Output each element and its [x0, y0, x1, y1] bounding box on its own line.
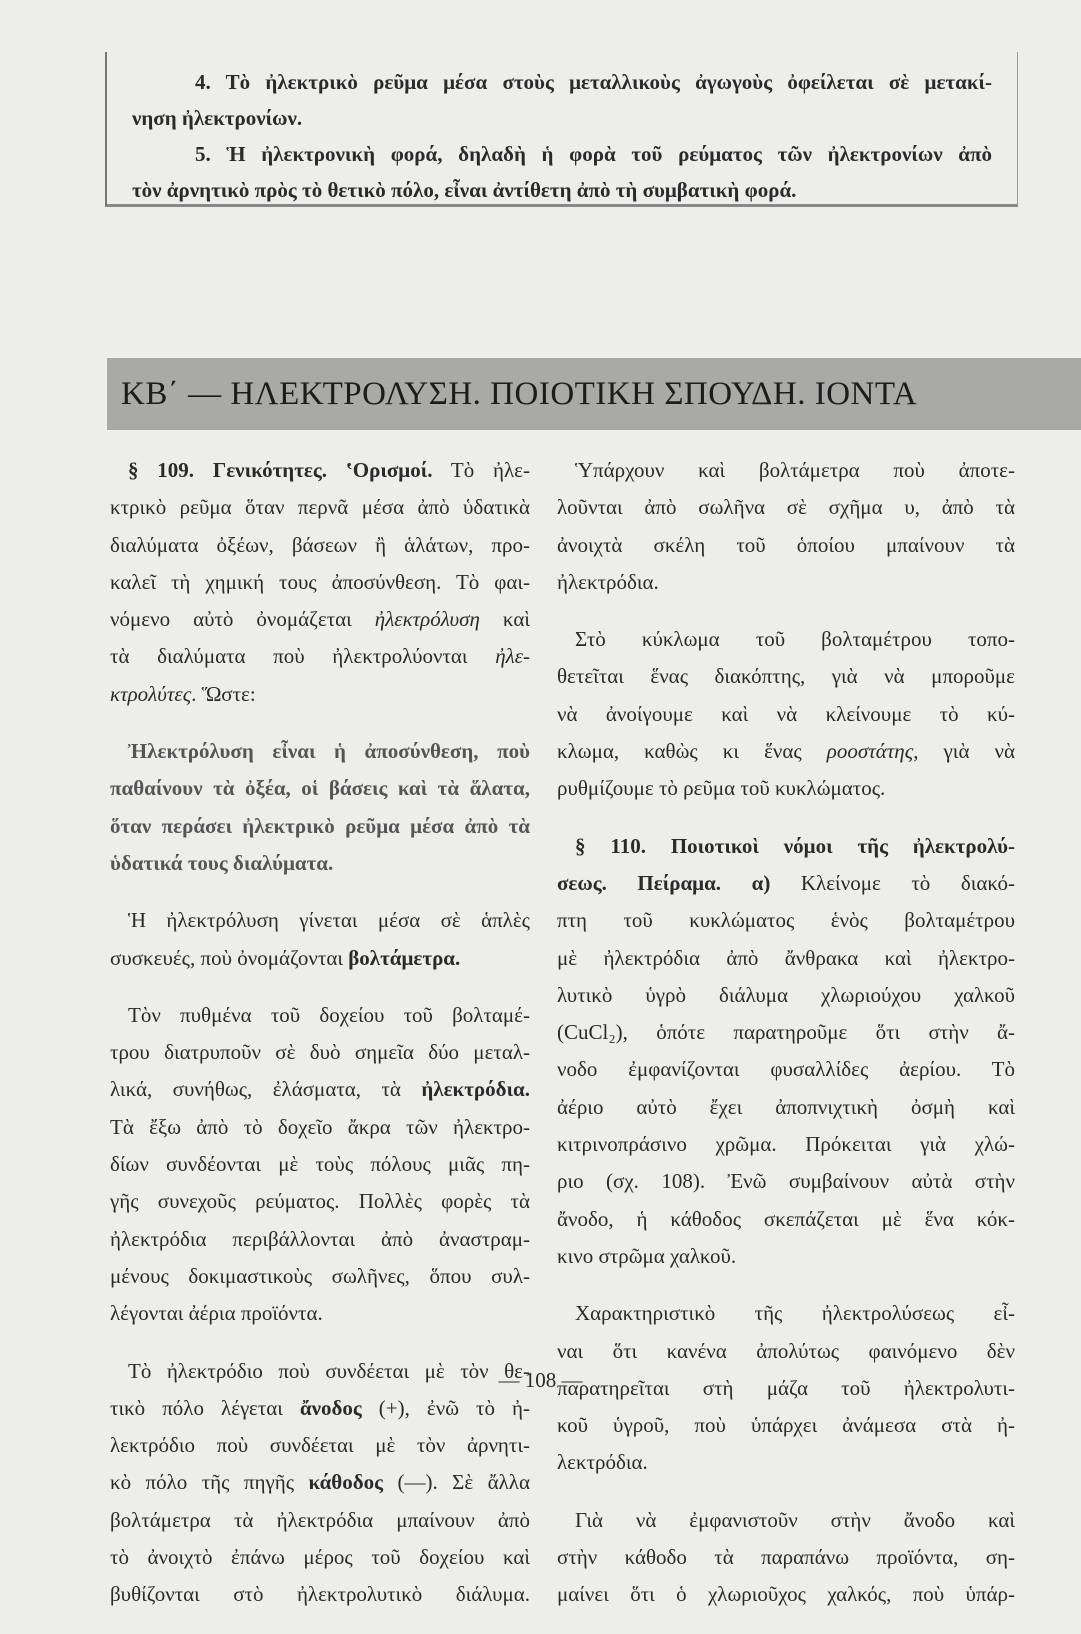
bold-text: κάθοδος	[308, 1470, 384, 1495]
text-line	[110, 1464, 530, 1501]
bold-text: ἄνοδος	[299, 1395, 362, 1420]
paragraph	[110, 997, 530, 1333]
text-segment: τρου διατρυποῦν σὲ δυὸ σημεῖα δύο μεταλ-	[110, 1040, 530, 1065]
text-segment: τικὸ πόλο λέγεται	[110, 1395, 300, 1420]
paragraph	[557, 1502, 1015, 1614]
paragraph	[110, 902, 530, 977]
text-line	[557, 1539, 1015, 1576]
italic-text: κτρολύτες	[110, 681, 192, 706]
text-line	[110, 452, 530, 489]
text-segment: Τὸ ἠλεκτρόδιο ποὺ συνδέεται μὲ τὸν θε-	[128, 1358, 530, 1383]
text-segment: κτρικὸ ρεῦμα ὅταν περνᾶ μέσα ἀπὸ ὑδατικὰ	[110, 495, 530, 520]
paragraph	[110, 452, 530, 713]
text-line	[110, 1539, 530, 1576]
text-line	[110, 845, 530, 882]
text-segment: ἠλεκτρόδια.	[557, 569, 659, 594]
text-segment: κὸ πόλο τῆς πηγῆς	[110, 1470, 309, 1495]
text-segment: Ἡ ἠλεκτρόλυση γίνεται μέσα σὲ ἁπλὲς	[128, 908, 530, 933]
text-line	[557, 865, 1015, 902]
bold-text: βολτάμετρα.	[348, 945, 461, 970]
text-segment: λεκτρόδια.	[557, 1450, 648, 1475]
text-line	[557, 1201, 1015, 1238]
text-segment: κινο στρῶμα χαλκοῦ.	[557, 1243, 737, 1268]
bold-text: § 109. Γενικότητες. ʽΟρισμοί.	[128, 458, 433, 482]
text-line	[110, 1183, 530, 1220]
text-segment: συσκευές, ποὺ ὀνομάζονται	[110, 945, 349, 970]
text-segment: ὅταν περάσει ἠλεκτρικὸ ρεῦμα μέσα ἀπὸ τὰ	[110, 813, 530, 838]
text-segment: Κλείνομε τὸ διακό-	[770, 870, 1015, 895]
bold-text: σεως. Πείραμα. α)	[557, 870, 771, 895]
text-segment: ἄνοδο, ἡ κάθοδος σκεπάζεται μὲ ἕνα κόκ-	[557, 1206, 1015, 1231]
text-segment: διαλύματα ὀξέων, βάσεων ἢ ἁλάτων, προ-	[110, 532, 530, 557]
text-segment: τὸ ἀνοιχτὸ ἐπάνω μέρος τοῦ δοχείου καὶ	[110, 1545, 530, 1570]
text-segment: Χαρακτηριστικὸ τῆς ἠλεκτρολύσεως εἶ-	[575, 1301, 1015, 1326]
text-line	[557, 696, 1015, 733]
text-segment: 5. Ἡ ἠλεκτρονικὴ φορά, δηλαδὴ ἡ φορὰ τοῦ ρεύματος τῶν ἠλεκτρονίων ἀπὸ	[195, 142, 992, 166]
text-line	[110, 1071, 530, 1108]
paragraph	[557, 621, 1015, 807]
text-segment: ὑδατικά τους διαλύματα.	[110, 850, 334, 875]
text-segment: μαίνει ὅτι ὁ χλωριοῦχος χαλκός, ποὺ ὑπάρ-	[557, 1582, 1015, 1607]
bold-text: § 110. Ποιοτικοὶ νόμοι τῆς ἠλεκτρολύ-	[575, 833, 1015, 858]
text-line	[557, 828, 1015, 865]
text-segment: ἠλεκτρόδια περιβάλλονται ἀπὸ ἀναστραμ-	[110, 1226, 530, 1251]
text-segment: Ὑπάρχουν καὶ βολτάμετρα ποὺ ἀποτε-	[575, 458, 1015, 482]
text-line	[110, 489, 530, 526]
text-segment: κοῦ ὑγροῦ, ποὺ ὑπάρχει ἀνάμεσα στὰ ἠ-	[557, 1413, 1015, 1438]
text-segment: Τὰ ἔξω ἀπὸ τὸ δοχεῖο ἄκρα τῶν ἠλεκτρο-	[110, 1114, 530, 1139]
text-line	[110, 1109, 530, 1146]
text-segment: ρυθμίζουμε τὸ ρεῦμα τοῦ κυκλώματος.	[557, 776, 886, 801]
text-line	[557, 1576, 1015, 1613]
text-line	[110, 1390, 530, 1427]
text-line	[557, 977, 1015, 1014]
text-segment: δίων συνδέονται μὲ τοὺς πόλους μιᾶς πη-	[110, 1152, 530, 1177]
text-segment: , γιὰ νὰ	[913, 739, 1016, 764]
text-line	[557, 770, 1015, 807]
text-segment: Τὸ ἠλε-	[432, 458, 530, 482]
text-line	[557, 940, 1015, 977]
text-line	[110, 1034, 530, 1071]
text-segment: νὰ ἀνοίγουμε καὶ νὰ κλείνουμε τὸ κύ-	[557, 701, 1015, 726]
text-segment: τὸν ἀρνητικὸ πρὸς τὸ θετικὸ πόλο, εἶναι ἀντίθετη ἀπὸ τὴ συμβατικὴ φορά.	[132, 178, 797, 202]
text-line	[110, 733, 530, 770]
text-segment: καὶ	[479, 607, 530, 632]
italic-text: ροοστάτης	[826, 739, 914, 764]
text-segment: βολτάμετρα τὰ ἠλεκτρόδια μπαίνουν ἀπὸ	[110, 1507, 530, 1532]
text-line	[110, 770, 530, 807]
right-column	[557, 452, 1015, 1634]
text-line	[557, 658, 1015, 695]
text-line	[132, 100, 992, 136]
text-line	[110, 1295, 530, 1332]
text-line	[557, 1502, 1015, 1539]
text-segment: Στὸ κύκλωμα τοῦ βολταμέτρου τοπο-	[575, 627, 1015, 652]
text-segment: παθαίνουν τὰ ὀξέα, οἱ βάσεις καὶ τὰ ἅλατα,	[110, 776, 530, 801]
text-segment: λυτικὸ ὑγρὸ διάλυμα χλωριούχου χαλκοῦ	[557, 982, 1015, 1007]
text-line	[557, 733, 1015, 770]
chapter-banner	[107, 358, 1081, 430]
text-segment: νηση ἠλεκτρονίων.	[132, 106, 303, 130]
text-segment: ριο (σχ. 108). Ἐνῶ συμβαίνουν αὐτὰ στὴν	[557, 1169, 1015, 1194]
text-segment: κλωμα, καθὼς κι ἕνας	[557, 739, 827, 764]
text-line	[557, 621, 1015, 658]
text-line	[557, 1238, 1015, 1275]
summary-box	[105, 52, 1018, 207]
paragraph	[557, 828, 1015, 1276]
text-segment: λέγονται ἀέρια προϊόντα.	[110, 1301, 323, 1326]
text-segment: καλεῖ τὴ χημική τους ἀποσύνθεση. Τὸ φαι-	[110, 569, 530, 594]
text-line	[557, 564, 1015, 601]
text-segment: (+), ἐνῶ τὸ ἠ-	[361, 1395, 530, 1420]
italic-text: ἠλε-	[495, 644, 530, 669]
text-line	[110, 1221, 530, 1258]
text-segment: λοῦνται ἀπὸ σωλῆνα σὲ σχῆμα υ, ἀπὸ τὰ	[557, 495, 1015, 520]
text-line	[557, 452, 1015, 489]
text-segment: κιτρινοπράσινο χρῶμα. Πρόκειται γιὰ χλώ-	[557, 1132, 1015, 1157]
text-segment: παρατηρεῖται στὴ μάζα τοῦ ἠλεκτρολυτι-	[557, 1375, 1015, 1400]
text-line	[557, 1126, 1015, 1163]
text-line	[110, 601, 530, 638]
text-segment: . Ὥστε:	[191, 681, 256, 706]
text-segment: νόμενο αὐτὸ ὀνομάζεται	[110, 607, 375, 632]
text-line	[557, 1333, 1015, 1370]
text-line	[557, 489, 1015, 526]
chapter-title: ΚΒ΄ — ΗΛΕΚΤΡΟΛΥΣΗ. ΠΟΙΟΤΙΚΗ ΣΠΟΥΔΗ. ΙΟΝΤΑ	[121, 376, 918, 412]
text-line	[132, 172, 992, 208]
text-segment: (CuCl₂), ὁπότε παρατηροῦμε ὅτι στὴν ἄ-	[557, 1020, 1015, 1045]
text-segment: Τὸν πυθμένα τοῦ δοχείου τοῦ βολταμέ-	[128, 1002, 530, 1027]
text-line	[110, 997, 530, 1034]
text-segment: γῆς συνεχοῦς ρεύματος. Πολλὲς φορὲς τὰ	[110, 1189, 530, 1214]
text-line	[557, 1407, 1015, 1444]
text-segment: ἀέριο αὐτὸ ἔχει ἀποπνιχτικὴ ὀσμὴ καὶ	[557, 1094, 1015, 1119]
text-line	[110, 1258, 530, 1295]
text-segment: τὰ διαλύματα ποὺ ἠλεκτρολύονται	[110, 644, 496, 669]
text-segment: νοδο ἐμφανίζονται φυσαλλίδες ἀερίου. Τὸ	[557, 1057, 1015, 1082]
text-segment: ναι ὅτι κανένα ἀπολύτως φαινόμενο δὲν	[557, 1338, 1015, 1363]
italic-text: ἠλεκτρόλυση	[374, 607, 480, 632]
text-line	[110, 1502, 530, 1539]
text-line	[110, 902, 530, 939]
text-line	[110, 638, 530, 675]
text-line	[557, 1014, 1015, 1051]
text-segment: μένους δοκιμαστικοὺς σωλῆνες, ὅπου συλ-	[110, 1263, 530, 1288]
text-segment: (—). Σὲ ἄλλα	[383, 1470, 530, 1495]
text-line	[110, 1427, 530, 1464]
text-segment: Γιὰ νὰ ἐμφανιστοῦν στὴν ἄνοδο καὶ	[575, 1507, 1015, 1532]
text-segment: θετεῖται ἕνας διακόπτης, γιὰ νὰ μποροῦμε	[557, 664, 1015, 689]
text-line	[557, 1051, 1015, 1088]
text-line	[557, 527, 1015, 564]
left-column	[110, 452, 530, 1634]
text-line	[110, 1146, 530, 1183]
text-line	[110, 808, 530, 845]
text-line	[110, 564, 530, 601]
paragraph	[557, 452, 1015, 601]
bold-text: ἠλεκτρόδια.	[421, 1077, 530, 1102]
text-segment: Ἠλεκτρόλυση εἶναι ἡ ἀποσύνθεση, ποὺ	[128, 739, 530, 764]
text-segment: πτη τοῦ κυκλώματος ἑνὸς βολταμέτρου	[557, 908, 1015, 933]
text-segment: ἀνοιχτὰ σκέλη τοῦ ὁποίου μπαίνουν τὰ	[557, 532, 1015, 557]
page-number: — 108 —	[498, 1368, 583, 1392]
text-line	[557, 1444, 1015, 1481]
text-segment: λεκτρόδιο ποὺ συνδέεται μὲ τὸν ἀρνητι-	[110, 1433, 530, 1458]
text-line	[110, 940, 530, 977]
text-line	[110, 527, 530, 564]
text-segment: μὲ ἠλεκτρόδια ἀπὸ ἄνθρακα καὶ ἠλεκτρο-	[557, 945, 1015, 970]
text-line	[132, 136, 992, 172]
text-line	[110, 676, 530, 713]
text-segment: στὴν κάθοδο τὰ παραπάνω προϊόντα, ση-	[557, 1545, 1015, 1570]
definition-paragraph	[110, 733, 530, 882]
text-line	[132, 64, 992, 100]
text-line	[557, 1163, 1015, 1200]
text-line	[557, 1089, 1015, 1126]
text-segment: λικά, συνήθως, ἐλάσματα, τὰ	[110, 1077, 422, 1102]
text-line	[110, 1576, 530, 1613]
text-line	[557, 902, 1015, 939]
text-segment: 4. Τὸ ἠλεκτρικὸ ρεῦμα μέσα στοὺς μεταλλικοὺς ἀγωγοὺς ὀφείλεται σὲ μετακί-	[195, 70, 992, 94]
text-line	[557, 1295, 1015, 1332]
text-segment: βυθίζονται στὸ ἠλεκτρολυτικὸ διάλυμα.	[110, 1582, 530, 1607]
